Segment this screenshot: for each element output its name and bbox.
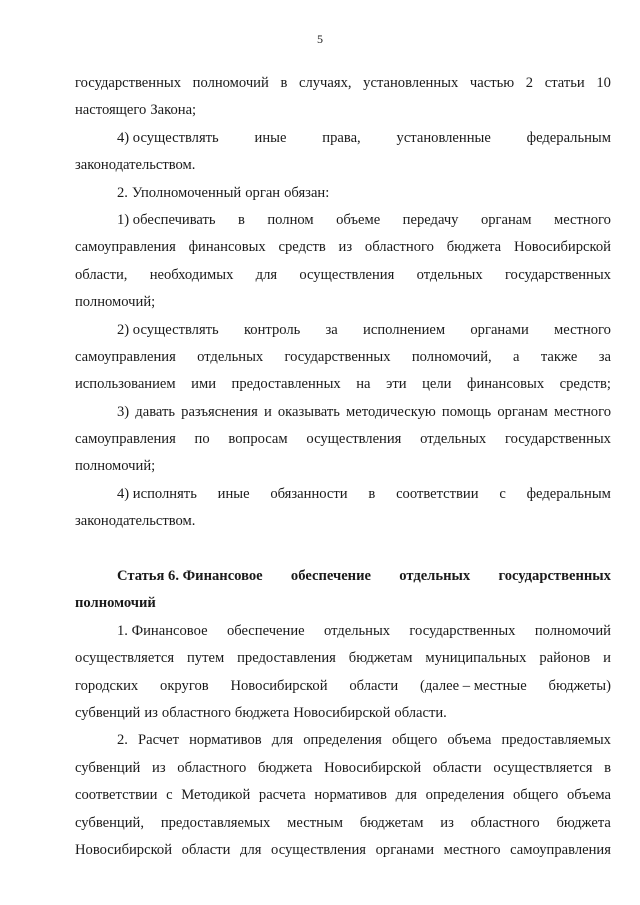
word: установленных xyxy=(363,75,459,91)
word: 4) осуществлять xyxy=(117,129,219,146)
word: законодательством. xyxy=(75,513,196,530)
word: Статья 6. Финансовое xyxy=(117,568,263,585)
word: на xyxy=(356,376,371,393)
word: нормативов xyxy=(189,732,262,749)
word: предоставления xyxy=(237,650,336,667)
word: Новосибирской xyxy=(513,239,611,256)
text-line xyxy=(75,426,611,453)
paragraph-gap xyxy=(75,536,611,563)
word: осуществляется xyxy=(75,650,175,667)
word: государственных xyxy=(409,622,516,639)
word: из xyxy=(152,759,166,776)
word: предоставленных xyxy=(231,376,341,393)
word: государственных xyxy=(498,568,611,585)
text-line xyxy=(75,645,611,672)
word: районов xyxy=(539,650,591,667)
word: 2 xyxy=(525,75,534,91)
word: и xyxy=(603,650,611,667)
word: средств; xyxy=(559,376,611,393)
text-line xyxy=(75,837,611,864)
word: оказывать xyxy=(277,403,340,420)
word: по xyxy=(194,431,210,448)
text-line xyxy=(75,152,611,179)
word: за xyxy=(598,348,611,365)
word: бюджеты) xyxy=(548,677,611,694)
word: для xyxy=(395,787,417,804)
word: 10 xyxy=(596,75,611,91)
text-line xyxy=(75,810,611,837)
word: 2. xyxy=(117,184,128,201)
word: использованием xyxy=(75,376,176,393)
word: полномочий; xyxy=(75,294,156,311)
text-line xyxy=(75,755,611,782)
word: за xyxy=(325,321,338,338)
word: отдельных xyxy=(420,431,487,448)
text-line xyxy=(75,673,611,700)
word: Закона; xyxy=(150,102,197,119)
word: разъяснения xyxy=(181,403,258,420)
word: исполнением xyxy=(363,321,446,338)
word: в xyxy=(368,485,376,502)
word: вопросам xyxy=(228,431,288,448)
word: эти xyxy=(386,376,407,393)
word: области xyxy=(349,677,399,694)
word: полномочий; xyxy=(75,458,156,475)
word: обязан: xyxy=(284,184,330,201)
text-line xyxy=(75,399,611,426)
text-line xyxy=(75,727,611,754)
word: для xyxy=(271,732,294,749)
word: с xyxy=(166,787,173,804)
word: бюджета xyxy=(556,814,611,831)
word: Новосибирской xyxy=(230,677,328,694)
word: объема xyxy=(566,787,611,804)
word: бюджета xyxy=(257,759,313,776)
word: городских xyxy=(75,677,139,694)
word: осуществляется xyxy=(493,759,593,776)
word: округов xyxy=(160,677,209,694)
text-line xyxy=(75,207,611,234)
word: статьи xyxy=(544,75,585,91)
word: органами xyxy=(470,321,529,338)
text-line xyxy=(75,508,611,535)
word: предоставляемых xyxy=(160,814,271,831)
text-line xyxy=(75,97,611,124)
word: частью xyxy=(469,75,515,91)
word: в xyxy=(238,211,245,228)
word: местного xyxy=(443,841,501,858)
word: отдельных xyxy=(324,622,391,639)
word: областного xyxy=(161,704,231,721)
word: настоящего xyxy=(75,102,147,119)
word: государственных xyxy=(504,266,611,283)
word: общего xyxy=(391,732,438,749)
text-line xyxy=(75,618,611,645)
word: законодательством. xyxy=(75,157,196,174)
word: органами xyxy=(375,841,434,858)
word: финансовых xyxy=(188,239,266,256)
word: субвенций xyxy=(75,704,141,721)
word: также xyxy=(540,348,578,365)
word: полномочий xyxy=(75,595,156,612)
word: органам xyxy=(480,211,532,228)
word: 1. Финансовое xyxy=(117,622,208,639)
text-line xyxy=(75,180,611,207)
word: 4) исполнять xyxy=(117,485,197,502)
word: 1) обеспечивать xyxy=(117,211,216,228)
word: в xyxy=(280,75,288,91)
word: помощь xyxy=(441,403,492,420)
word: давать xyxy=(135,403,176,420)
word: орган xyxy=(245,184,281,201)
word: государственных xyxy=(284,348,391,365)
word: расчета xyxy=(258,787,306,804)
word: 3) xyxy=(117,403,130,420)
word: субвенций, xyxy=(75,814,144,831)
word: соответствии xyxy=(75,787,158,804)
word: предоставляемых xyxy=(501,732,611,749)
word: самоуправления xyxy=(75,431,176,448)
word: государственных xyxy=(504,431,611,448)
word: отдельных xyxy=(416,266,483,283)
word: областного xyxy=(470,814,540,831)
word: и xyxy=(263,403,272,420)
word: определения xyxy=(303,732,382,749)
word: необходимых xyxy=(149,266,234,283)
word: самоуправления xyxy=(510,841,611,858)
word: самоуправления xyxy=(75,348,176,365)
word: отдельных xyxy=(197,348,264,365)
word: (далее – местные xyxy=(419,677,527,694)
word: ими xyxy=(191,376,217,393)
word: областного xyxy=(177,759,247,776)
word: нормативов xyxy=(314,787,387,804)
word: области xyxy=(181,841,231,858)
text-line xyxy=(75,234,611,261)
word: отдельных xyxy=(399,568,471,585)
word: в xyxy=(604,759,611,776)
word: самоуправления xyxy=(75,239,176,256)
text-line xyxy=(75,289,611,316)
word: субвенций xyxy=(75,759,141,776)
word: с xyxy=(499,485,506,502)
word: полном xyxy=(267,211,314,228)
word: муниципальных xyxy=(425,650,527,667)
word: общего xyxy=(512,787,559,804)
word: путем xyxy=(187,650,225,667)
text-line xyxy=(75,70,611,97)
word: из xyxy=(338,239,353,256)
word: федеральным xyxy=(526,129,611,146)
word: области xyxy=(432,759,482,776)
word: Новосибирской xyxy=(75,841,173,858)
word: а xyxy=(513,348,520,365)
word: Расчет xyxy=(138,732,179,749)
word: цели xyxy=(422,376,452,393)
word: случаях, xyxy=(298,75,352,91)
word: для xyxy=(240,841,262,858)
word: местным xyxy=(287,814,343,831)
article-heading-line xyxy=(75,563,611,590)
word: 2) осуществлять xyxy=(117,321,219,338)
word: осуществления xyxy=(306,431,402,448)
word: иные xyxy=(254,129,287,146)
word: из xyxy=(144,704,158,721)
text-line xyxy=(75,481,611,508)
word: 2. xyxy=(117,732,128,749)
text-line xyxy=(75,453,611,480)
word: обеспечение xyxy=(226,622,305,639)
word: Новосибирской xyxy=(293,704,391,721)
text-line xyxy=(75,125,611,152)
word: передачу xyxy=(402,211,459,228)
word: объеме xyxy=(336,211,381,228)
word: полномочий, xyxy=(411,348,492,365)
word: средств xyxy=(278,239,326,256)
word: местного xyxy=(553,211,611,228)
text-line xyxy=(75,700,611,727)
word: осуществления xyxy=(299,266,395,283)
word: Уполномоченный xyxy=(131,184,242,201)
word: полномочий xyxy=(534,622,611,639)
word: объема xyxy=(447,732,492,749)
word: из xyxy=(440,814,454,831)
word: местного xyxy=(554,403,611,420)
word: обязанности xyxy=(270,485,348,502)
text-line xyxy=(75,344,611,371)
word: для xyxy=(255,266,278,283)
word: бюджетам xyxy=(348,650,413,667)
page-number: 5 xyxy=(317,32,323,46)
word: определения xyxy=(425,787,505,804)
word: Новосибирской xyxy=(324,759,422,776)
text-line xyxy=(75,317,611,344)
word: иные xyxy=(217,485,250,502)
word: государственных xyxy=(75,75,182,91)
word: финансовых xyxy=(466,376,545,393)
word: бюджета xyxy=(234,704,290,721)
word: федеральным xyxy=(526,485,611,502)
word: осуществления xyxy=(271,841,367,858)
word: органам xyxy=(497,403,548,420)
word: обеспечение xyxy=(290,568,371,585)
word: Методикой xyxy=(181,787,251,804)
word: бюджета xyxy=(446,239,502,256)
word: области. xyxy=(394,704,447,721)
word: области, xyxy=(75,266,128,283)
word: бюджетам xyxy=(359,814,424,831)
word: контроль xyxy=(243,321,301,338)
document-body xyxy=(75,70,611,864)
text-line xyxy=(75,371,611,398)
text-line xyxy=(75,782,611,809)
word: соответствии xyxy=(396,485,479,502)
article-heading-line xyxy=(75,590,611,617)
word: местного xyxy=(554,321,611,338)
word: права, xyxy=(322,129,361,146)
word: методическую xyxy=(346,403,436,420)
word: установленные xyxy=(396,129,491,146)
word: полномочий xyxy=(192,75,269,91)
text-line xyxy=(75,262,611,289)
word: областного xyxy=(364,239,434,256)
